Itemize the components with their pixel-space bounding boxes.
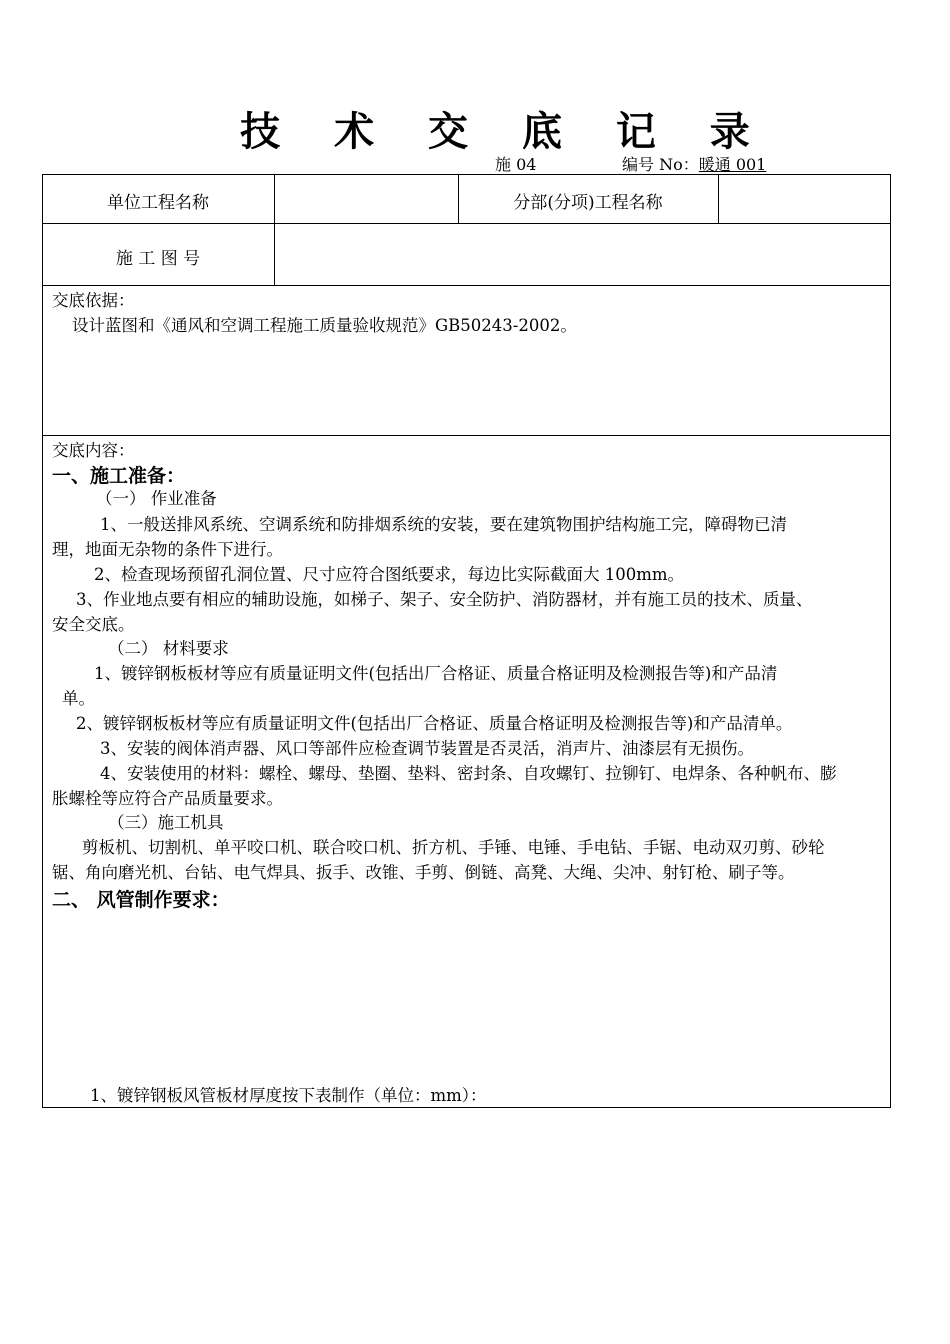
paragraph-line: 3、安装的阀体消声器、风口等部件应检查调节装置是否灵活，消声片、油漆层有无损伤。	[100, 739, 754, 758]
unit-project-label: 单位工程名称	[107, 193, 209, 213]
subsection-heading: （一） 作业准备	[96, 489, 217, 508]
content-label: 交底内容：	[52, 441, 135, 460]
serial-label: 编号 No：	[622, 155, 699, 174]
paragraph-line: 1、镀锌钢板风管板材厚度按下表制作（单位：mm）：	[90, 1086, 487, 1105]
table-right-border	[890, 174, 891, 1108]
drawing-number-label: 施 工 图 号	[115, 249, 201, 269]
paragraph-line: 1、镀锌钢板板材等应有质量证明文件(包括出厂合格证、质量合格证明及检测报告等)和产品清	[94, 664, 778, 683]
paragraph-line: 单。	[62, 689, 95, 708]
paragraph-line: 3、作业地点要有相应的辅助设施，如梯子、架子、安全防护、消防器材，并有施工员的技术、质量、	[76, 590, 813, 609]
table-top-border	[42, 174, 891, 175]
paragraph-line: 剪板机、切割机、单平咬口机、联合咬口机、折方机、手锤、电锤、手电钻、手锯、电动双刃剪、砂轮	[82, 838, 825, 857]
basis-text: 设计蓝图和《通风和空调工程施工质量验收规范》GB50243-2002。	[72, 316, 577, 335]
paragraph-line: 4、安装使用的材料：螺栓、螺母、垫圈、垫料、密封条、自攻螺钉、拉铆钉、电焊条、各种帆布、膨	[100, 764, 837, 783]
column-divider	[274, 174, 275, 286]
paragraph-line: 2、检查现场预留孔洞位置、尺寸应符合图纸要求，每边比实际截面大 100mm。	[94, 565, 685, 584]
paragraph-line: 1、一般送排风系统、空调系统和防排烟系统的安装，要在建筑物围护结构施工完，障碍物已清	[100, 515, 787, 534]
paragraph-line: 理，地面无杂物的条件下进行。	[52, 540, 283, 559]
section-heading: 一、施工准备：	[52, 465, 186, 487]
paragraph-line: 胀螺栓等应符合产品质量要求。	[52, 789, 283, 808]
paragraph-line: 锯、角向磨光机、台钻、电气焊具、扳手、改锥、手剪、倒链、高凳、大绳、尖冲、射钉枪、刷子等。	[52, 863, 795, 882]
serial-number	[622, 152, 766, 175]
form-number: 施 04	[495, 155, 537, 174]
subsection-heading: （二） 材料要求	[108, 639, 229, 658]
paragraph-line: 安全交底。	[52, 615, 135, 634]
row-divider	[42, 435, 891, 436]
row-divider	[42, 223, 891, 224]
subsection-heading: （三）施工机具	[108, 813, 224, 832]
document-title: 技 术 交 底 记 录	[240, 108, 770, 155]
basis-label: 交底依据：	[52, 291, 135, 310]
row-divider	[42, 285, 891, 286]
paragraph-line: 2、镀锌钢板板材等应有质量证明文件(包括出厂合格证、质量合格证明及检测报告等)和产品清单。	[76, 714, 793, 733]
sub-project-label: 分部(分项)工程名称	[513, 193, 663, 213]
serial-value: 暖通 001	[698, 155, 767, 174]
column-divider	[718, 174, 719, 224]
section-heading: 二、 风管制作要求：	[52, 889, 230, 911]
table-left-border	[42, 174, 43, 1108]
